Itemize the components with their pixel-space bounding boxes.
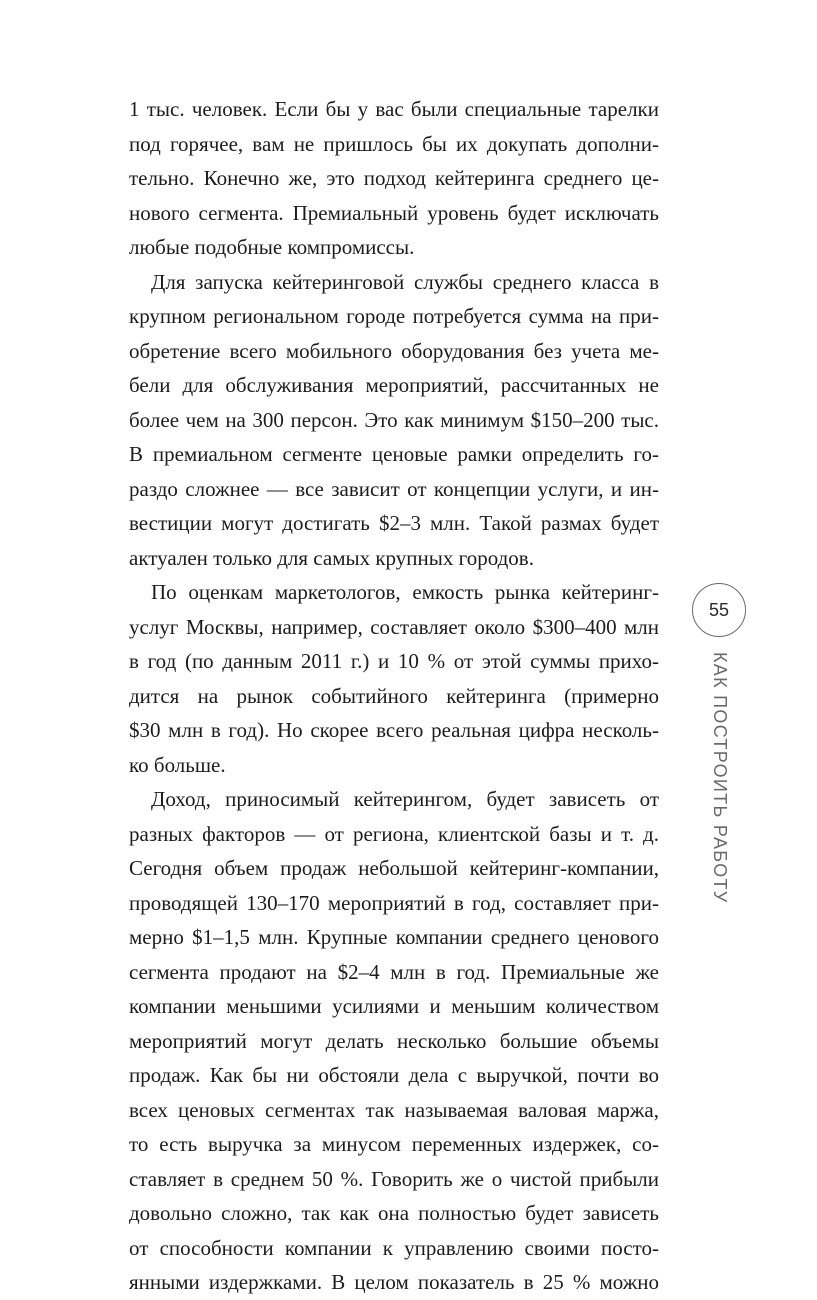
text-line: нового сегмента. Премиальный уровень будет исключать bbox=[129, 200, 659, 225]
text-line: крупном региональном городе потребуется сумма на при- bbox=[129, 304, 659, 328]
text-line: Доход, приносимый кейтерингом, будет зависеть от bbox=[151, 787, 659, 811]
text-line: ставляет в среднем 50 %. Говорить же о чистой прибыли bbox=[129, 1166, 659, 1191]
text-line: то есть выручка за минусом переменных издержек, со- bbox=[129, 1132, 659, 1156]
text-line: компании меньшими усилиями и меньшим количеством bbox=[129, 994, 659, 1018]
text-line: продаж. Как бы ни обстояли дела с выручкой, почти во bbox=[129, 1063, 659, 1087]
text-line: проводящей 130–170 мероприятий в год, составляет при- bbox=[129, 890, 659, 915]
text-line: ко больше. bbox=[129, 752, 226, 777]
text-line: мероприятий могут делать несколько большие объемы bbox=[129, 1028, 659, 1053]
text-line: 1 тыс. человек. Если бы у вас были специальные тарелки bbox=[129, 97, 659, 121]
text-line: от способности компании к управлению своими посто- bbox=[129, 1235, 659, 1260]
text-line: более чем на 300 персон. Это как минимум $150–200 тыс. bbox=[129, 407, 659, 432]
text-line: в год (по данным 2011 г.) и 10 % от этой суммы прихо- bbox=[129, 649, 659, 673]
text-line: $30 млн в год). Но скорее всего реальная цифра несколь- bbox=[129, 718, 659, 742]
text-line: Для запуска кейтеринговой службы среднего класса в bbox=[151, 269, 659, 294]
text-line: раздо сложнее — все зависит от концепции услуги, и ин- bbox=[129, 476, 659, 501]
text-line: По оценкам маркетологов, емкость рынка кейтеринг- bbox=[151, 580, 659, 604]
running-head-text: КАК ПОСТРОИТЬ РАБОТУ bbox=[710, 652, 730, 904]
page-number: 55 bbox=[692, 583, 746, 637]
text-line: услуг Москвы, например, составляет около $300–400 млн bbox=[129, 614, 659, 639]
body-text bbox=[129, 92, 659, 1300]
text-line: мерно $1–1,5 млн. Крупные компании среднего ценового bbox=[129, 925, 659, 949]
text-line: довольно сложно, так как она полностью будет зависеть bbox=[129, 1201, 659, 1225]
paragraph-1 bbox=[129, 92, 659, 265]
text-line: Сегодня объем продаж небольшой кейтеринг-компании, bbox=[129, 856, 659, 880]
text-line: бели для обслуживания мероприятий, рассчитанных не bbox=[129, 373, 659, 397]
paragraph-3 bbox=[129, 575, 659, 782]
text-line: тельно. Конечно же, это подход кейтеринга среднего це- bbox=[129, 166, 659, 190]
text-line: под горячее, вам не пришлось бы их докупать дополни- bbox=[129, 131, 659, 156]
text-line: вестиции могут достигать $2–3 млн. Такой размах будет bbox=[129, 511, 659, 535]
text-line: актуален только для самых крупных городов. bbox=[129, 545, 534, 570]
text-line: янными издержками. В целом показатель в 25 % можно bbox=[129, 1270, 659, 1294]
paragraph-2 bbox=[129, 265, 659, 576]
text-line: дится на рынок событийного кейтеринга (примерно bbox=[129, 683, 659, 708]
text-line: сегмента продают на $2–4 млн в год. Премиальные же bbox=[129, 959, 659, 984]
text-line: обретение всего мобильного оборудования без учета ме- bbox=[129, 338, 659, 363]
text-line: всех ценовых сегментах так называемая валовая маржа, bbox=[129, 1097, 659, 1122]
text-line: В премиальном сегменте ценовые рамки определить го- bbox=[129, 442, 659, 466]
paragraph-4 bbox=[129, 782, 659, 1300]
text-line: любые подобные компромиссы. bbox=[129, 235, 415, 259]
text-line: разных факторов — от региона, клиентской базы и т. д. bbox=[129, 821, 659, 846]
